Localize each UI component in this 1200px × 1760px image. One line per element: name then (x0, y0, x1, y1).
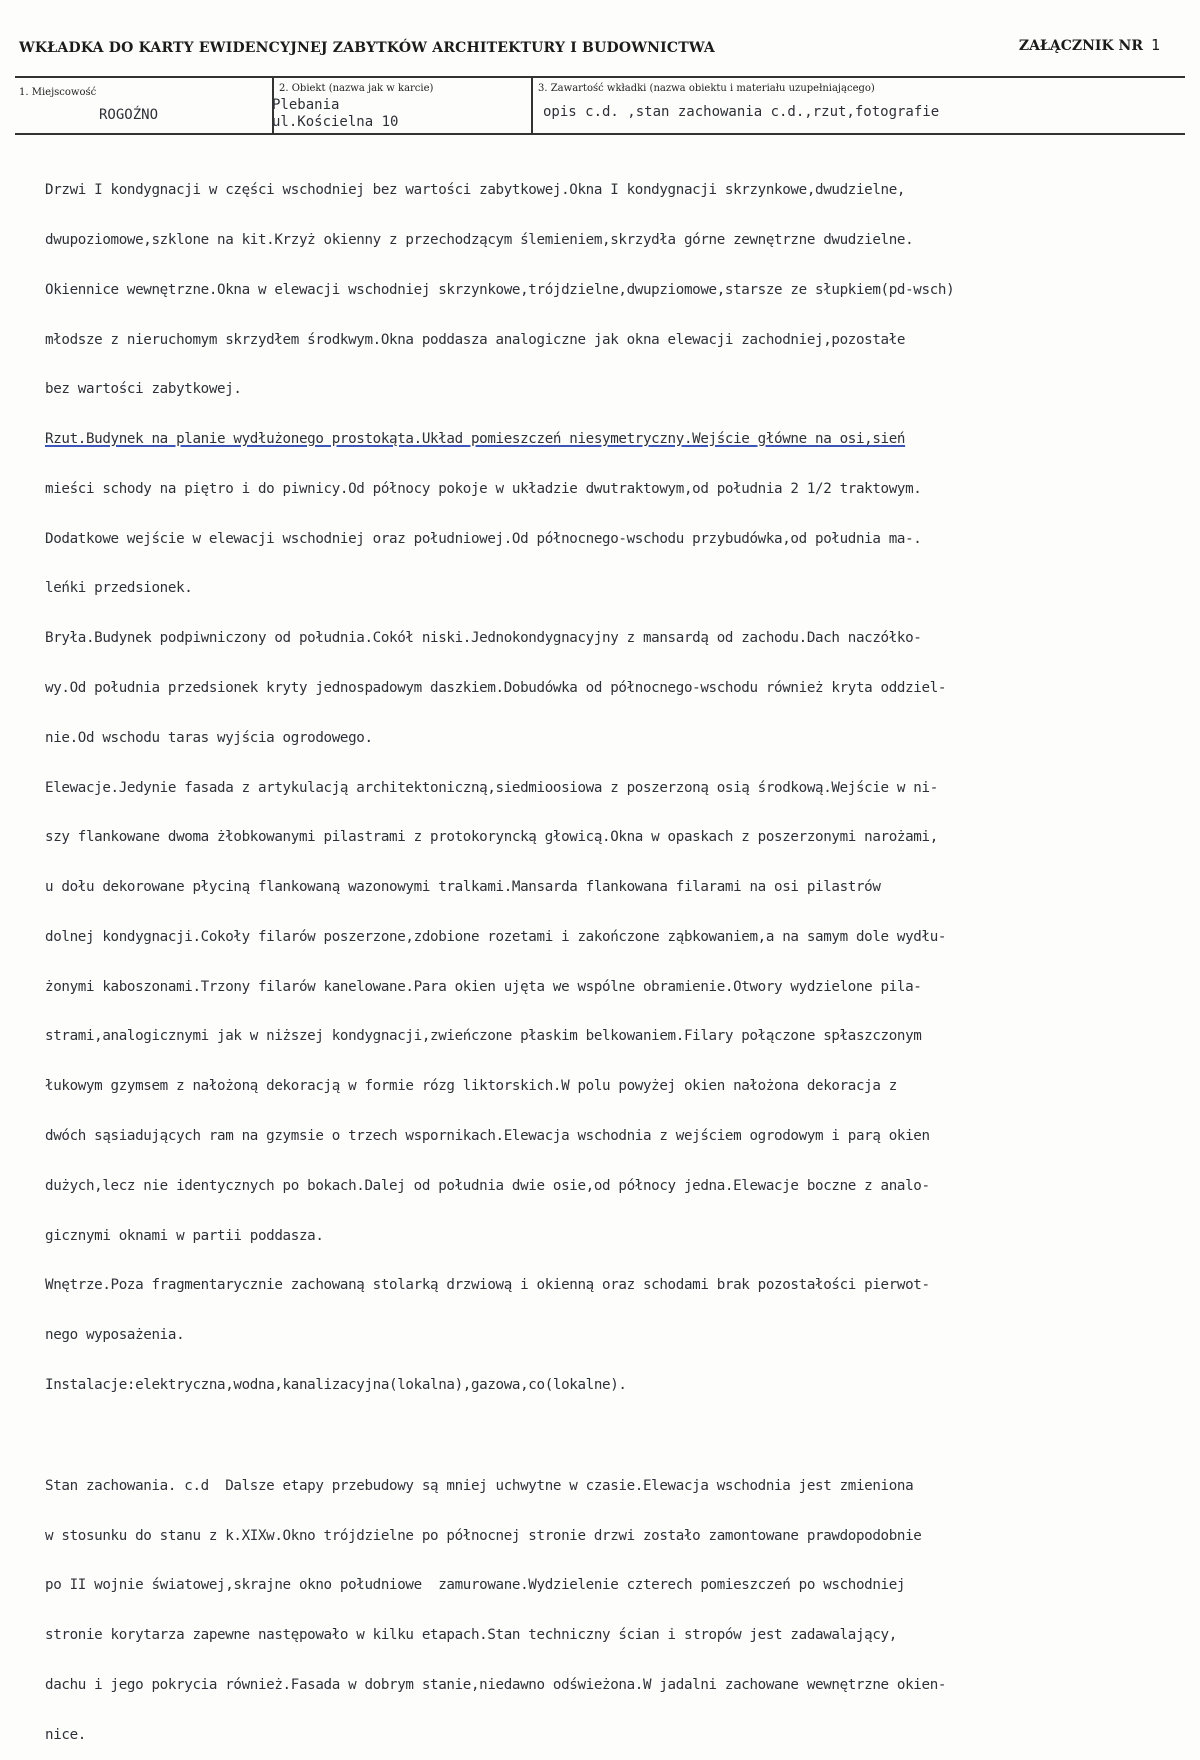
description-text (45, 149, 954, 1760)
body-line: łukowym gzymsem z nałożoną dekoracją w formie rózg liktorskich.W polu powyżej okien nałożona dekoracja z (45, 1078, 897, 1095)
header-bottom-rule (15, 133, 1185, 135)
section-rzut-line: Rzut.Budynek na planie wydłużonego prostokąta.Układ pomieszczeń niesymetryczny.Wejście główne na osi,sień (45, 431, 906, 448)
object-value-line-1: Plebania (272, 97, 340, 113)
locality-value: ROGOŹNO (99, 107, 159, 123)
body-line: dwóch sąsiadujących ram na gzymsie o trzech wspornikach.Elewacja wschodnia z wejściem ogrodowym i parą okien (45, 1128, 930, 1145)
locality-label: 1. Miejscowość (19, 87, 97, 98)
content-value: opis c.d. ,stan zachowania c.d.,rzut,fotografie (543, 104, 940, 120)
section-stan-line: Stan zachowania. c.d Dalsze etapy przebudowy są mniej uchwytne w czasie.Elewacja wschodnia jest zmieniona (45, 1477, 914, 1494)
body-line: nice. (45, 1726, 86, 1743)
annex-label: ZAŁĄCZNIK NR (1018, 38, 1143, 54)
section-bryla-line: Bryła.Budynek podpiwniczony od południa.Cokół niski.Jednokondygnacyjny z mansardą od zachodu.Dach naczółko- (45, 630, 922, 647)
paragraph-gap (45, 1427, 954, 1445)
annex-number-value: 1 (1150, 36, 1160, 54)
form-title: WKŁADKA DO KARTY EWIDENCYJNEJ ZABYTKÓW ARCHITEKTURY I BUDOWNICTWA (19, 40, 715, 56)
section-wnetrze-line: Wnętrze.Poza fragmentarycznie zachowaną stolarką drzwiową i okienną oraz schodami brak pozostałości pierwot- (45, 1277, 930, 1294)
body-line: nie.Od wschodu taras wyjścia ogrodowego. (45, 729, 373, 746)
annex-number (1019, 36, 1160, 54)
body-line: Drzwi I kondygnacji w części wschodniej bez wartości zabytkowej.Okna I kondygnacji skrzynkowe,dwudzielne, (45, 182, 906, 199)
body-line: stronie korytarza zapewne następowało w kilku etapach.Stan techniczny ścian i stropów jest zadawalający, (45, 1627, 897, 1644)
body-line: nego wyposażenia. (45, 1327, 185, 1344)
body-line: Okiennice wewnętrzne.Okna w elewacji wschodniej skrzynkowe,trójdzielne,dwupziomowe,starsze ze słupkiem(pd-wsch) (45, 281, 955, 298)
body-line: w stosunku do stanu z k.XIXw.Okno trójdzielne po północnej stronie drzwi zostało zamontowane prawdopodobnie (45, 1527, 922, 1544)
body-line: gicznymi oknami w partii poddasza. (45, 1227, 324, 1244)
header-top-rule (15, 76, 1185, 78)
body-line: wy.Od południa przedsionek kryty jednospadowym daszkiem.Dobudówka od północnego-wschodu również kryta oddziel- (45, 680, 947, 696)
body-line: szy flankowane dwoma żłobkowanymi pilastrami z protokoryncką głowicą.Okna w opaskach z poszerzonymi narożami, (45, 829, 938, 846)
body-line: dachu i jego pokrycia również.Fasada w dobrym stanie,niedawno odświeżona.W jadalni zachowane wewnętrzne okien- (45, 1677, 947, 1694)
body-line: młodsze z nieruchomym skrzydłem środkwym.Okna poddasza analogiczne jak okna elewacji zachodniej,pozostałe (45, 331, 906, 348)
body-line: u dołu dekorowane płyciną flankowaną wazonowymi tralkami.Mansarda flankowana filarami na osi pilastrów (45, 879, 881, 896)
section-instalacje-line: Instalacje:elektryczna,wodna,kanalizacyjna(lokalna),gazowa,co(lokalne). (45, 1376, 627, 1393)
body-line: leńki przedsionek. (45, 580, 193, 597)
body-line: dwupoziomowe,szklone na kit.Krzyż okienny z przechodzącym ślemieniem,skrzydła górne zewnętrzne dwudzielne. (45, 231, 914, 248)
body-line: dużych,lecz nie identycznych po bokach.Dalej od południa dwie osie,od północy jedna.Elewacje boczne z analo- (45, 1177, 930, 1194)
body-line: strami,analogicznymi jak w niższej kondygnacji,zwieńczone płaskim belkowaniem.Filary połączone spłaszczonym (45, 1028, 922, 1045)
body-line: bez wartości zabytkowej. (45, 381, 242, 398)
column-divider-2 (531, 76, 533, 134)
body-line: mieści schody na piętro i do piwnicy.Od północy pokoje w układzie dwutraktowym,od południa 2 1/2 traktowym. (45, 480, 922, 497)
body-line: po II wojnie światowej,skrajne okno południowe zamurowane.Wydzielenie czterech pomieszczeń po wschodniej (45, 1577, 906, 1594)
object-label: 2. Obiekt (nazwa jak w karcie) (279, 83, 434, 94)
content-label: 3. Zawartość wkładki (nazwa obiektu i materiału uzupełniającego) (538, 83, 875, 94)
body-line: żonymi kaboszonami.Trzony filarów kanelowane.Para okien ujęta we wspólne obramienie.Otwory wydzielone pila- (45, 978, 922, 995)
section-elewacje-line: Elewacje.Jedynie fasada z artykulacją architektoniczną,siedmioosiowa z poszerzoną osią środkową.Wejście w ni- (45, 779, 938, 796)
body-line: dolnej kondygnacji.Cokoły filarów poszerzone,zdobione rozetami i zakończone ząbkowaniem,a na samym dole wydłu- (45, 928, 947, 945)
object-value-line-2: ul.Kościelna 10 (272, 114, 399, 130)
body-line: Dodatkowe wejście w elewacji wschodniej oraz południowej.Od północnego-wschodu przybudówka,od południa ma-. (45, 530, 922, 547)
